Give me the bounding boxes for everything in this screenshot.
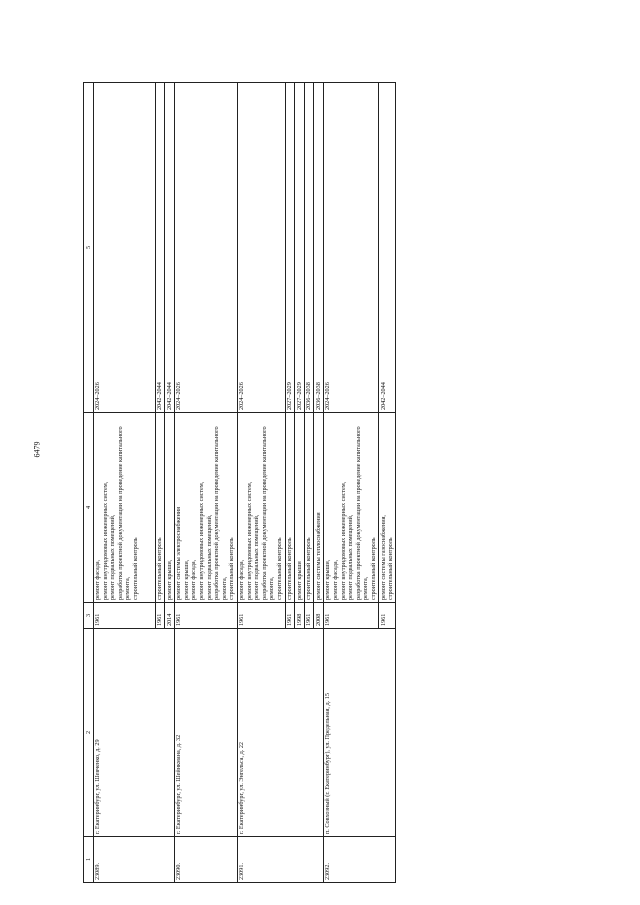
entry-number: 23090. xyxy=(174,837,237,883)
table-row xyxy=(323,83,378,883)
work-description: строительный контроль xyxy=(304,413,314,603)
rotated-page xyxy=(83,83,545,883)
work-description: ремонт крыши xyxy=(295,413,305,603)
work-description: ремонт системы теплоснабжения xyxy=(314,413,324,603)
work-period: 2024–2026 xyxy=(174,83,237,413)
work-description: ремонт крыши, xyxy=(165,413,175,603)
entry-address: г. Екатеринбург, ул. Энгельса, д. 22 xyxy=(237,629,323,837)
work-year: 1961 xyxy=(285,603,295,629)
header-col-1: 1 xyxy=(84,837,94,883)
work-year: 1961 xyxy=(93,603,155,629)
work-period: 2024–2026 xyxy=(237,83,285,413)
header-col-3: 3 xyxy=(84,603,94,629)
work-period: 2036–2038 xyxy=(304,83,314,413)
entry-address: п. Совхозный (г. Екатеринбург), ул. Предельная, д. 15 xyxy=(323,629,395,837)
table-row xyxy=(93,83,155,883)
work-period: 2042–2044 xyxy=(379,83,396,413)
header-col-2: 2 xyxy=(84,629,94,837)
work-year: 1961 xyxy=(323,603,378,629)
entry-number: 23091. xyxy=(237,837,323,883)
work-description: ремонт фасада, ремонт внутридомовых инженерных систем, ремонт подвальных помещений, разработка проектной документации на проведение капитального ремонта, строительный контроль xyxy=(237,413,285,603)
work-year: 2008 xyxy=(314,603,324,629)
work-period: 2024–2026 xyxy=(323,83,378,413)
work-year: 2014 xyxy=(165,603,175,629)
work-period: 2042–2044 xyxy=(155,83,165,413)
page-number: 6479 xyxy=(32,441,42,458)
work-period: 2027–2029 xyxy=(285,83,295,413)
capital-repair-table xyxy=(83,82,396,883)
work-year: 1961 xyxy=(237,603,285,629)
work-description: ремонт системы электроснабжения ремонт крыши, ремонт фасада, ремонт внутридомовых инженерных систем, ремонт подвальных помещений, разработка проектной документации на проведение капитального ремонта, строительный контроль xyxy=(174,413,237,603)
work-period: 2027–2029 xyxy=(295,83,305,413)
entry-address: г. Екатеринбург, ул. Шейнкмана, д. 32 xyxy=(174,629,237,837)
work-year: 1961 xyxy=(174,603,237,629)
header-row xyxy=(84,83,94,883)
work-period: 2042–2044 xyxy=(165,83,175,413)
table-body xyxy=(93,83,396,883)
entry-address: г. Екатеринбург, ул. Шевченко, д. 29 xyxy=(93,629,174,837)
work-description: строительный контроль xyxy=(285,413,295,603)
entry-number: 23092. xyxy=(323,837,395,883)
work-period: 2036–2038 xyxy=(314,83,324,413)
work-description: строительный контроль xyxy=(155,413,165,603)
work-year: 1998 xyxy=(295,603,305,629)
table-row xyxy=(174,83,237,883)
entry-number: 23089. xyxy=(93,837,174,883)
work-period: 2024–2026 xyxy=(93,83,155,413)
work-year: 1961 xyxy=(379,603,396,629)
work-description: ремонт фасада, ремонт внутридомовых инженерных систем, ремонт подвальных помещений, разработка проектной документации на проведение капитального ремонта, строительный контроль xyxy=(93,413,155,603)
table-row xyxy=(237,83,285,883)
work-year: 1961 xyxy=(304,603,314,629)
header-col-4: 4 xyxy=(84,413,94,603)
work-year: 1961 xyxy=(155,603,165,629)
work-description: ремонт системы газоснабжения, строительный контроль xyxy=(379,413,396,603)
work-description: ремонт крыши, ремонт фасада, ремонт внутридомовых инженерных систем, ремонт подвальных помещений, разработка проектной документации на проведение капитального ремонта, строительный контроль xyxy=(323,413,378,603)
header-col-5: 5 xyxy=(84,83,94,413)
